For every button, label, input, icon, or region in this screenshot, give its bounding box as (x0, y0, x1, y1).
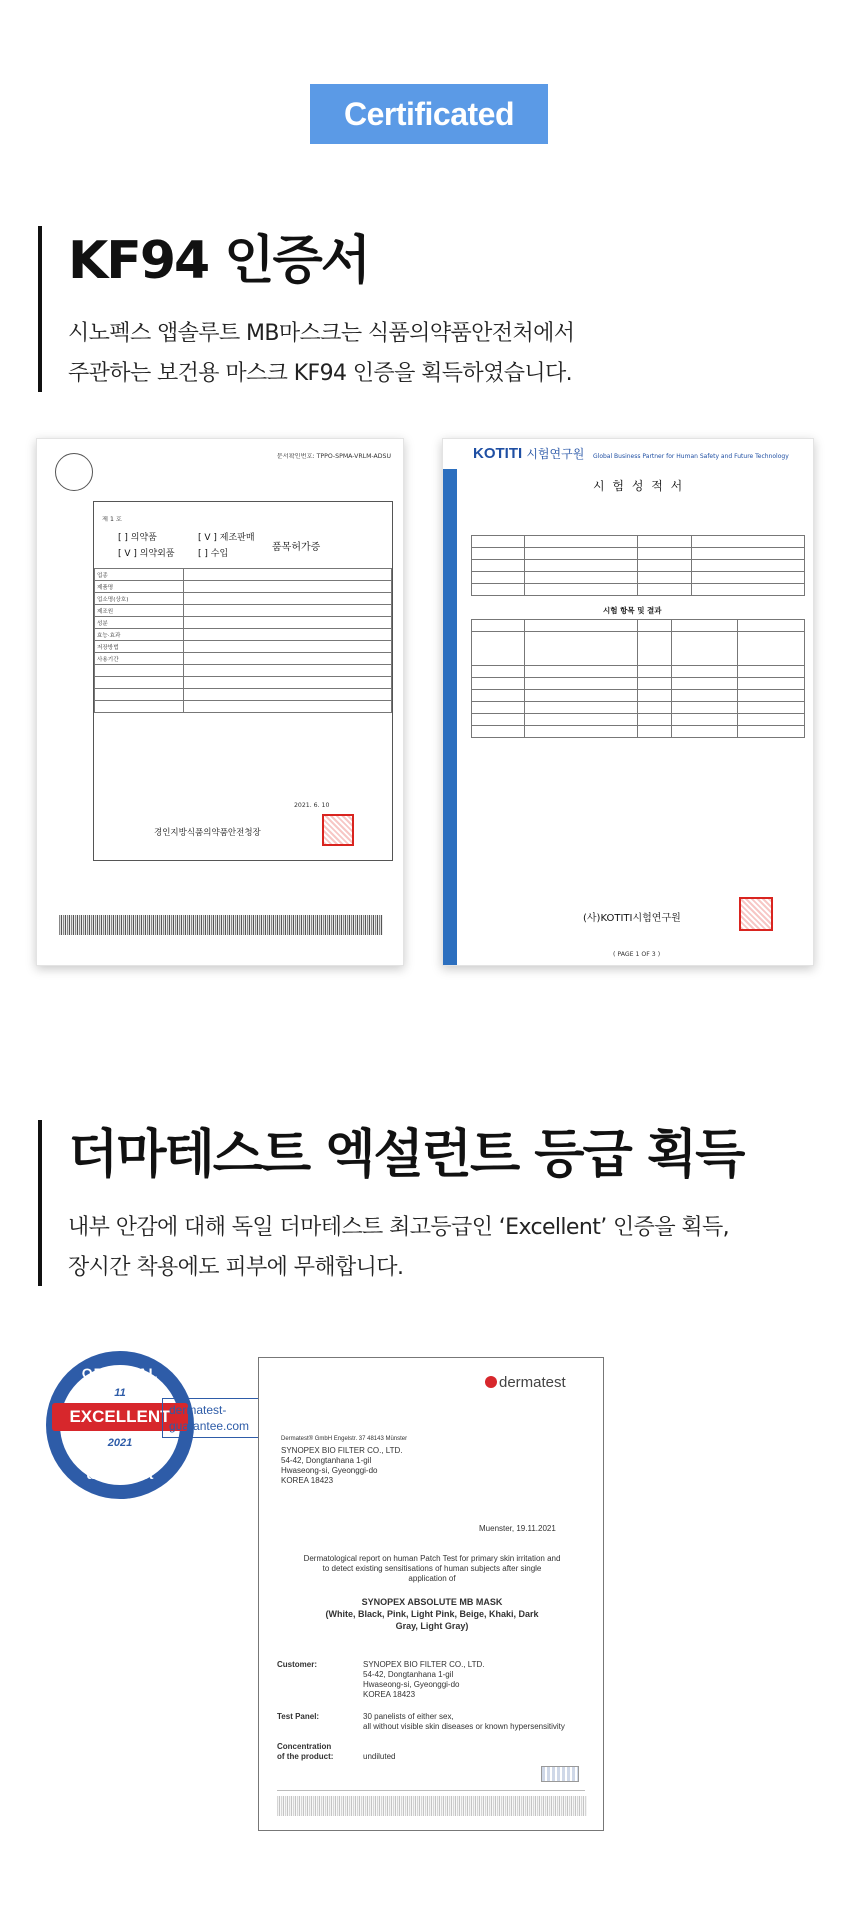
table-row: 효능·효과 (95, 629, 184, 641)
mfds-date: 2021. 6. 10 (294, 802, 330, 809)
table-row: 저장방법 (95, 641, 184, 653)
dt-footer-text-block (277, 1796, 587, 1816)
table-row: 성분 (95, 617, 184, 629)
kf94-title: KF94 인증서 (68, 231, 369, 291)
dt-report-3: application of (408, 1574, 456, 1583)
mfds-emblem-icon (55, 453, 93, 491)
dt-product-2: (White, Black, Pink, Light Pink, Beige, Khaki, Dark (325, 1609, 539, 1619)
dt-panel-label: Test Panel: (277, 1712, 320, 1721)
kf94-desc-2: 주관하는 보건용 마스크 KF94 인증을 획득하였습니다. (68, 361, 573, 386)
mfds-check-4: [ ] 수입 (198, 549, 229, 559)
dt-customer-addr-2: 54-42, Dongtanhana 1-gil (363, 1670, 454, 1679)
table-row: 제조원 (95, 605, 184, 617)
dermatest-logo: dermatest (485, 1374, 566, 1391)
derma-desc-1: 내부 안감에 대해 독일 더마테스트 최고등급인 ‘Excellent’ 인증을 획득, (68, 1215, 730, 1240)
certificated-badge: Certificated (310, 84, 548, 144)
mfds-certificate-image (36, 438, 404, 966)
derma-section-bar (38, 1120, 42, 1286)
dt-conc-label-2: of the product: (277, 1752, 334, 1761)
dt-sender: Dermatest® GmbH Engelstr. 37 48143 Münster (281, 1436, 408, 1442)
mfds-heading: 품목허가증 (272, 542, 321, 553)
seal-top-text: ORIGINAL (81, 1365, 159, 1381)
dt-report-1: Dermatological report on human Patch Test for primary skin irritation and (303, 1554, 561, 1563)
kf94-desc-1: 시노펙스 앱솔루트 MB마스크는 식품의약품안전처에서 (68, 321, 575, 346)
dt-addr-2: 54-42, Dongtanhana 1-gil (281, 1456, 372, 1465)
dt-addr-4: KOREA 18423 (281, 1476, 334, 1485)
mfds-check-2: [ V ] 제조판매 (198, 533, 255, 543)
dt-addr-1: SYNOPEX BIO FILTER CO., LTD. (281, 1446, 403, 1455)
kotiti-info-table (471, 535, 805, 596)
url-line-1: dermatest- (169, 1403, 227, 1417)
dt-panel-value-2: all without visible skin diseases or known hypersensitivity (363, 1722, 565, 1731)
dt-product-1: SYNOPEX ABSOLUTE MB MASK (361, 1597, 503, 1607)
dt-customer-label: Customer: (277, 1660, 318, 1669)
mfds-barcode-strip (59, 915, 383, 935)
dt-conc-label-1: Concentration (277, 1742, 332, 1751)
dt-customer-addr-3: Hwaseong-si, Gyeonggi-do (363, 1680, 460, 1689)
seal-bottom-text: dermatest (86, 1466, 154, 1482)
url-line-2: guarantee.com (169, 1419, 250, 1433)
kotiti-heading: 시 험 성 적 서 (593, 479, 685, 493)
kotiti-slogan: Global Business Partner for Human Safety and Future Technology (593, 453, 789, 460)
dt-report-2: to detect existing sensitisations of human subjects after single (322, 1564, 542, 1573)
mfds-check-1: [ ] 의약품 (118, 533, 157, 543)
kotiti-certificate-image (442, 438, 814, 966)
dt-conc-value: undiluted (363, 1752, 396, 1761)
kotiti-results-table (471, 619, 805, 738)
seal-number: 11 (114, 1387, 126, 1399)
table-row: 업종 (95, 569, 184, 581)
kotiti-logo: KOTITI 시험연구원 (473, 445, 585, 462)
table-row: 제품명 (95, 581, 184, 593)
kotiti-org-name: (사)KOTITI시험연구원 (583, 913, 681, 924)
table-row: 사용기간 (95, 653, 184, 665)
dt-footer-rule (277, 1790, 585, 1791)
kotiti-side-strip (443, 469, 457, 965)
dt-product-3: Gray, Light Gray) (395, 1621, 469, 1631)
dt-customer-addr-4: KOREA 18423 (363, 1690, 416, 1699)
derma-desc-2: 장시간 착용에도 피부에 무해합니다. (68, 1255, 404, 1280)
kotiti-page-footer: ( PAGE 1 OF 3 ) (613, 951, 661, 958)
table-row: 업소명(상호) (95, 593, 184, 605)
kotiti-results-heading: 시험 항목 및 결과 (603, 606, 662, 615)
kotiti-seal-icon (739, 897, 773, 931)
mfds-check-3: [ V ] 의약외품 (118, 549, 175, 559)
mfds-doc-number: 문서확인번호: TPPO-SPMA-VRLM-ADSU (276, 453, 391, 460)
dt-accreditation-icon (541, 1766, 579, 1782)
mfds-seal-icon (322, 814, 354, 846)
mfds-table (94, 568, 392, 713)
dt-addr-3: Hwaseong-si, Gyeonggi-do (281, 1466, 378, 1475)
seal-banner: EXCELLENT (52, 1403, 188, 1431)
dermatest-report-image (258, 1357, 604, 1831)
mfds-form-no: 제 1 호 (102, 516, 122, 523)
seal-year: 2021 (107, 1437, 133, 1449)
dt-customer-value: SYNOPEX BIO FILTER CO., LTD. (363, 1660, 485, 1669)
mfds-frame (93, 501, 393, 861)
kf94-section-bar (38, 226, 42, 392)
mfds-issuer: 경인지방식품의약품안전청장 (154, 828, 261, 838)
dt-panel-value-1: 30 panelists of either sex, (363, 1712, 454, 1721)
dt-date: Muenster, 19.11.2021 (479, 1524, 556, 1533)
derma-title: 더마테스트 엑설런트 등급 획득 (68, 1125, 744, 1185)
